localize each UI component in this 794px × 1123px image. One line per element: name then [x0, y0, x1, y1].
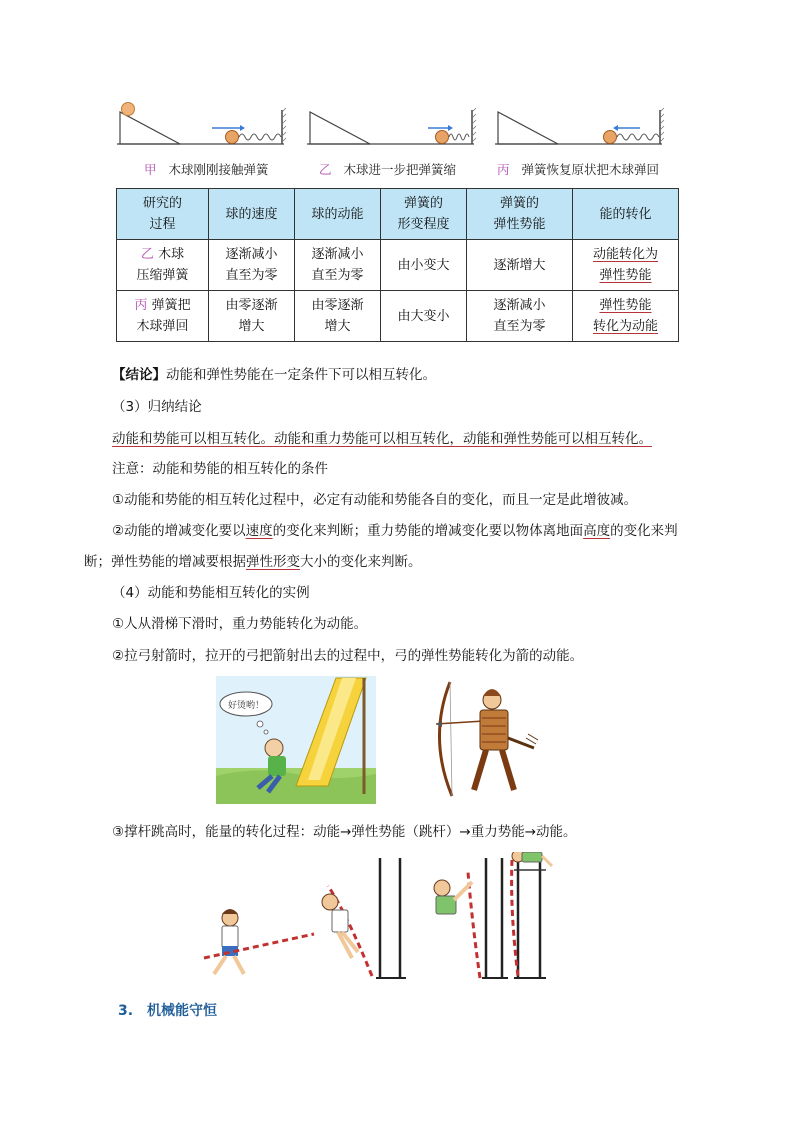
- runner: [204, 909, 314, 974]
- mark-yi: 乙: [319, 162, 332, 177]
- header-pe: 弹簧的 弹性势能: [467, 189, 573, 240]
- slide-illustration: [216, 676, 376, 804]
- s3-summary: 动能和势能可以相互转化。动能和重力势能可以相互转化，动能和弹性势能可以相互转化。: [112, 431, 652, 447]
- cell-speed: 由零逐渐 增大: [209, 291, 295, 342]
- figure-jia: [117, 103, 286, 145]
- vaulter-bending: [322, 886, 372, 976]
- figure-yi: [307, 108, 476, 144]
- caption-yi-text: 木球进一步把弹簧缩: [343, 162, 457, 177]
- table-row: [117, 291, 679, 342]
- caption-jia-text: 木球刚刚接触弹簧: [168, 162, 269, 177]
- section-3-heading: 3. 机械能守恒: [118, 1003, 218, 1019]
- cell-deform: 由小变大: [381, 240, 467, 291]
- mark-bing: 丙: [497, 162, 510, 177]
- cell-conversion: 动能转化为 弹性势能: [573, 240, 679, 291]
- cell-ke: 由零逐渐 增大: [295, 291, 381, 342]
- header-process: 研究的 过程: [117, 189, 209, 240]
- caption-bing: [497, 160, 659, 178]
- figure-bing: [495, 108, 664, 144]
- conclusion: [112, 365, 436, 385]
- cell-deform: 由大变小: [381, 291, 467, 342]
- s4-example-2: ②拉弓射箭时，拉开的弓把箭射出去的过程中，弓的弹性势能转化为箭的动能。: [112, 648, 584, 664]
- header-ke: 球的动能: [295, 189, 381, 240]
- s4-example-3: ③撑杆跳高时，能量的转化过程：动能→弹性势能（跳杆）→重力势能→动能。: [112, 824, 577, 840]
- conclusion-tag: 【结论】: [112, 367, 166, 383]
- cell-speed: 逐渐减小 直至为零: [209, 240, 295, 291]
- cell-process: 乙 木球 压缩弹簧: [117, 240, 209, 291]
- keyword-height: 高度: [583, 523, 611, 539]
- mark-jia: 甲: [144, 162, 157, 177]
- header-deform: 弹簧的 形变程度: [381, 189, 467, 240]
- vaulter-rising: [434, 872, 480, 978]
- table-header-row: [117, 189, 679, 240]
- s3-title: （3）归纳结论: [112, 399, 202, 415]
- caption-yi: [319, 160, 456, 178]
- keyword-deform: 弹性形变: [246, 554, 300, 570]
- keyword-speed: 速度: [245, 523, 273, 539]
- ball-spring-figures: [112, 100, 682, 160]
- cell-process: 丙 弹簧把 木球弹回: [117, 291, 209, 342]
- note-p2-line2: 断；弹性势能的增减要根据弹性形变大小的变化来判断。: [84, 554, 422, 570]
- note-p2-line1: ②动能的增减变化要以速度的变化来判断；重力势能的增减变化要以物体离地面高度的变化来判: [112, 523, 678, 539]
- cell-conversion: 弹性势能 转化为动能: [573, 291, 679, 342]
- note-title: 注意：动能和势能的相互转化的条件: [112, 461, 328, 477]
- vaulter-over-bar: [512, 852, 552, 978]
- caption-jia: [144, 160, 269, 178]
- cell-pe: 逐渐增大: [467, 240, 573, 291]
- pole-vault-illustration: [196, 852, 556, 986]
- cell-pe: 逐渐减小 直至为零: [467, 291, 573, 342]
- note-p1: ①动能和势能的相互转化过程中，必定有动能和势能各自的变化，而且一定是此增彼减。: [112, 492, 638, 508]
- header-conversion: 能的转化: [573, 189, 679, 240]
- speech-bubble-text: 好烫哟！: [227, 701, 265, 711]
- cell-ke: 逐渐减小 直至为零: [295, 240, 381, 291]
- s4-title: （4）动能和势能相互转化的实例: [112, 585, 310, 601]
- conclusion-text: 动能和弹性势能在一定条件下可以相互转化。: [166, 367, 436, 383]
- table-row: [117, 240, 679, 291]
- archer-illustration: [430, 678, 540, 800]
- s4-example-1: ①人从滑梯下滑时，重力势能转化为动能。: [112, 616, 368, 632]
- header-speed: 球的速度: [209, 189, 295, 240]
- caption-bing-text: 弹簧恢复原状把木球弹回: [521, 162, 660, 177]
- experiment-table: [116, 188, 679, 342]
